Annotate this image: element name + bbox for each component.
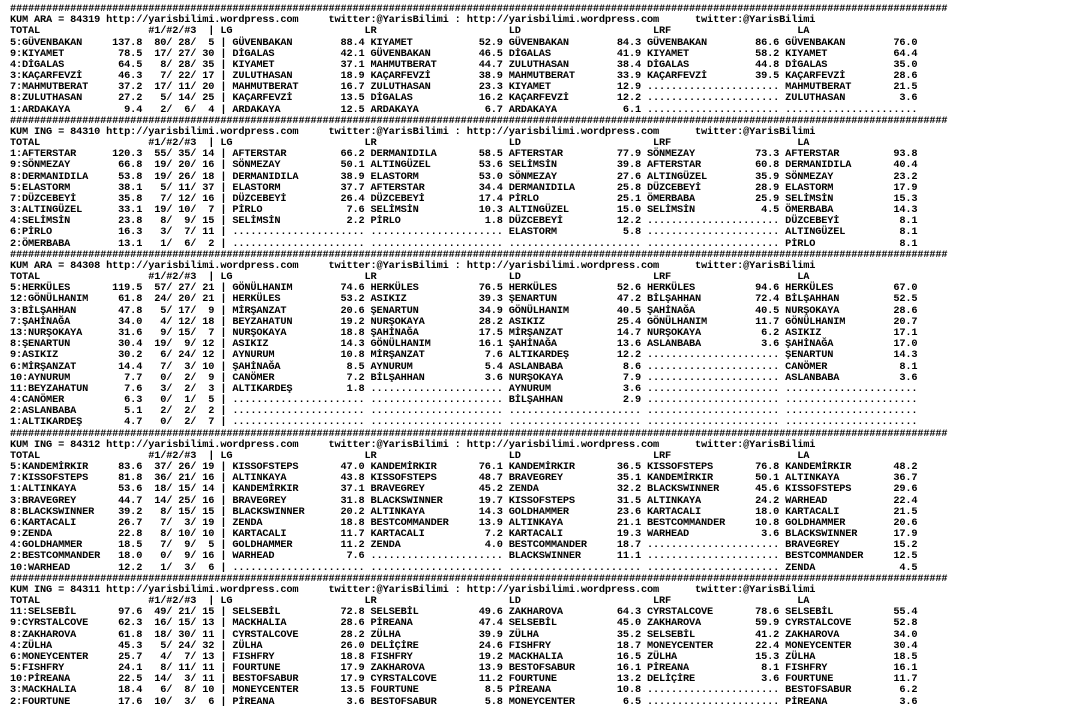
data-row: 7:ŞAHİNAĞA 34.0 4/ 12/ 18 | BEYZAHATUN 19.2 NURŞOKAYA 28.2 ASIKIZ 25.4 GÖNÜLHANIM 11.7 GÖNÜLHANIM 20.7 bbox=[10, 315, 918, 328]
data-row: 1:AFTERSTAR 120.3 55/ 35/ 14 | AFTERSTAR 66.2 DERMANIDILA 58.5 AFTERSTAR 77.9 SÖNMEZAY 73.3 AFTERSTAR 93.8 bbox=[10, 148, 918, 161]
data-row: 4:GOLDHAMMER 18.5 7/ 9/ 5 | GOLDHAMMER 11.2 ZENDA 4.0 BESTCOMMANDER 18.7 ...................... BRAVEGREY 15.2 bbox=[10, 539, 918, 552]
data-row: 12:GÖNÜLHANIM 61.8 24/ 20/ 21 | HERKÜLES 53.2 ASIKIZ 39.3 ŞENARTUN 47.2 BİLŞAHHAN 72.4 BİLŞAHHAN 52.5 bbox=[10, 293, 918, 306]
data-row: 8:ZAKHAROVA 61.8 18/ 30/ 11 | CYRSTALCOVE 28.2 ZÜLHA 39.9 ZÜLHA 35.2 SELSEBİL 41.2 ZAKHAROVA 34.0 bbox=[10, 628, 918, 641]
column-header: TOTAL #1/#2/#3 | LG LR LD LRF LA bbox=[10, 25, 810, 38]
data-row: 11:SELSEBİL 97.6 49/ 21/ 15 | SELSEBİL 72.8 SELSEBİL 49.6 ZAKHAROVA 64.3 CYRSTALCOVE 78.6 SELSEBİL 55.4 bbox=[10, 606, 918, 619]
data-row: 3:MACKHALIA 18.4 6/ 8/ 10 | MONEYCENTER 13.5 FOURTUNE 8.5 PİREANA 10.8 ...................... BESTOFSABUR 6.2 bbox=[10, 684, 918, 697]
data-row: 6:KARTACALI 26.7 7/ 3/ 19 | ZENDA 18.8 BESTCOMMANDER 13.9 ALTINKAYA 21.1 BESTCOMMANDER 10.8 GOLDHAMMER 20.6 bbox=[10, 516, 918, 529]
data-row: 5:GÜVENBAKAN 137.8 80/ 28/ 5 | GÜVENBAKAN 88.4 KIYAMET 52.9 GÜVENBAKAN 84.3 GÜVENBAKAN 86.6 GÜVENBAKAN 76.0 bbox=[10, 36, 918, 49]
data-row: 10:PİREANA 22.5 14/ 3/ 11 | BESTOFSABUR 17.9 CYRSTALCOVE 11.2 FOURTUNE 13.2 DELİÇİRE 3.6 FOURTUNE 11.7 bbox=[10, 673, 918, 686]
data-row: 3:ALTINGÜZEL 33.1 19/ 10/ 7 | PİRLO 7.6 SELİMSİN 10.3 ALTINGÜZEL 15.0 SELİMSİN 4.5 ÖMERBABA 14.3 bbox=[10, 204, 918, 217]
column-header: TOTAL #1/#2/#3 | LG LR LD LRF LA bbox=[10, 595, 810, 608]
data-row: 13:NURŞOKAYA 31.6 9/ 15/ 7 | NURŞOKAYA 18.8 ŞAHİNAĞA 17.5 MİRŞANZAT 14.7 NURŞOKAYA 6.2 ASIKIZ 17.1 bbox=[10, 326, 918, 339]
data-row: 9:KIYAMET 78.5 17/ 27/ 30 | DİGALAS 42.1 GÜVENBAKAN 46.5 DİGALAS 41.9 KIYAMET 58.2 KIYAMET 64.4 bbox=[10, 47, 918, 60]
data-row: 1:ARDAKAYA 9.4 2/ 6/ 4 | ARDAKAYA 12.5 ARDAKAYA 6.7 ARDAKAYA 6.1 ...................... ...................... bbox=[10, 103, 918, 116]
section-divider: ############################################################################################################################################################ bbox=[10, 3, 948, 15]
race-header: KUM ARA = 84308 http://yarisbilimi.wordpress.com twitter:@YarisBilimi : http://yarisbilimi.wordpress.com twitter:@YarisBilimi bbox=[10, 259, 816, 272]
data-row: 9:SÖNMEZAY 66.8 19/ 20/ 16 | SÖNMEZAY 50.1 ALTINGÜZEL 53.6 SELİMSİN 39.8 AFTERSTAR 60.8 DERMANIDILA 40.4 bbox=[10, 159, 918, 172]
data-row: 5:ELASTORM 38.1 5/ 11/ 37 | ELASTORM 37.7 AFTERSTAR 34.4 DERMANIDILA 25.8 DÜZCEBEYİ 28.9 ELASTORM 17.9 bbox=[10, 181, 918, 194]
section-divider: ############################################################################################################################################################ bbox=[10, 572, 948, 585]
race-header: KUM ING = 84312 http://yarisbilimi.wordpress.com twitter:@YarisBilimi : http://yarisbilimi.wordpress.com twitter:@YarisBilimi bbox=[10, 438, 816, 451]
data-row: 4:CANÖMER 6.3 0/ 1/ 5 | ...................... ...................... BİLŞAHHAN 2.9 ...................... ...................... bbox=[10, 394, 918, 407]
section-divider: ############################################################################################################################################################ bbox=[10, 248, 948, 261]
race-header: KUM ING = 84311 http://yarisbilimi.wordpress.com twitter:@YarisBilimi : http://yarisbilimi.wordpress.com twitter:@YarisBilimi bbox=[10, 583, 816, 596]
data-row: 3:KAÇARFEVZİ 46.3 7/ 22/ 17 | ZULUTHASAN 18.9 KAÇARFEVZİ 38.9 MAHMUTBERAT 33.9 KAÇARFEVZİ 39.5 KAÇARFEVZİ 28.6 bbox=[10, 70, 918, 83]
data-row: 8:DERMANIDILA 53.8 19/ 26/ 18 | DERMANIDILA 38.9 ELASTORM 53.0 SÖNMEZAY 27.6 ALTINGÜZEL 35.9 SÖNMEZAY 23.2 bbox=[10, 170, 918, 183]
data-row: 5:FISHFRY 24.1 8/ 11/ 11 | FOURTUNE 17.9 ZAKHAROVA 13.9 BESTOFSABUR 16.1 PİREANA 8.1 FISHFRY 16.1 bbox=[10, 662, 918, 675]
data-row: 5:HERKÜLES 119.5 57/ 27/ 21 | GÖNÜLHANIM 74.6 HERKÜLES 76.5 HERKÜLES 52.6 HERKÜLES 94.6 HERKÜLES 67.0 bbox=[10, 282, 918, 295]
data-row: 1:ALTIKARDEŞ 4.7 0/ 2/ 7 | ...................... ...................... ...................... ...................... ...................... bbox=[10, 416, 918, 429]
data-row: 6:PİRLO 16.3 3/ 7/ 11 | ...................... ...................... ELASTORM 5.8 ...................... ALTINGÜZEL 8.1 bbox=[10, 226, 918, 239]
data-row: 8:BLACKSWINNER 39.2 8/ 15/ 15 | BLACKSWINNER 20.2 ALTINKAYA 14.3 GOLDHAMMER 23.6 KARTACALI 18.0 KARTACALI 21.5 bbox=[10, 505, 918, 518]
data-row: 4:ZÜLHA 45.3 5/ 24/ 32 | ZÜLHA 26.0 DELİÇİRE 24.6 FISHFRY 18.7 MONEYCENTER 22.4 MONEYCENTER 30.4 bbox=[10, 639, 918, 652]
race-header: KUM ING = 84310 http://yarisbilimi.wordpress.com twitter:@YarisBilimi : http://yarisbilimi.wordpress.com twitter:@YarisBilimi bbox=[10, 125, 816, 138]
column-header: TOTAL #1/#2/#3 | LG LR LD LRF LA bbox=[10, 271, 810, 284]
race-header: KUM ARA = 84319 http://yarisbilimi.wordpress.com twitter:@YarisBilimi : http://yarisbilimi.wordpress.com twitter:@YarisBilimi bbox=[10, 14, 816, 27]
data-row: 4:SELİMSİN 23.8 8/ 9/ 15 | SELİMSİN 2.2 PİRLO 1.8 DÜZCEBEYİ 12.2 ...................... DÜZCEBEYİ 8.1 bbox=[10, 215, 918, 228]
data-row: 1:ALTINKAYA 53.6 18/ 15/ 14 | KANDEMİRKIR 37.1 BRAVEGREY 45.2 ZENDA 32.2 BLACKSWINNER 45.6 KISSOFSTEPS 29.6 bbox=[10, 483, 918, 496]
data-row: 7:DÜZCEBEYİ 35.8 7/ 12/ 16 | DÜZCEBEYİ 26.4 DÜZCEBEYİ 17.4 PİRLO 25.1 ÖMERBABA 25.9 SELİMSİN 15.3 bbox=[10, 192, 918, 205]
data-row: 5:KANDEMİRKIR 83.6 37/ 26/ 19 | KISSOFSTEPS 47.0 KANDEMİRKIR 76.1 KANDEMİRKIR 36.5 KISSOFSTEPS 76.8 KANDEMİRKIR 48.2 bbox=[10, 461, 918, 474]
data-row: 2:BESTCOMMANDER 18.0 0/ 9/ 16 | WARHEAD 7.6 ...................... BLACKSWINNER 11.1 ...................... BESTCOMMANDER 12.5 bbox=[10, 550, 918, 563]
data-row: 9:CYRSTALCOVE 62.3 16/ 15/ 13 | MACKHALIA 28.6 PİREANA 47.4 SELSEBİL 45.0 ZAKHAROVA 59.9 CYRSTALCOVE 52.8 bbox=[10, 617, 918, 630]
data-row: 4:DİGALAS 64.5 8/ 28/ 35 | KIYAMET 37.1 MAHMUTBERAT 44.7 ZULUTHASAN 38.4 DİGALAS 44.8 DİGALAS 35.0 bbox=[10, 58, 918, 71]
data-row: 7:KISSOFSTEPS 81.8 36/ 21/ 16 | ALTINKAYA 43.8 KISSOFSTEPS 48.7 BRAVEGREY 35.1 KANDEMİRKIR 50.1 ALTINKAYA 36.7 bbox=[10, 472, 918, 485]
data-row: 7:MAHMUTBERAT 37.2 17/ 11/ 20 | MAHMUTBERAT 16.7 ZULUTHASAN 23.3 KIYAMET 12.9 ...................... MAHMUTBERAT 21.5 bbox=[10, 81, 918, 94]
column-header: TOTAL #1/#2/#3 | LG LR LD LRF LA bbox=[10, 449, 810, 462]
data-row: 11:BEYZAHATUN 7.6 3/ 2/ 3 | ALTIKARDEŞ 1.8 ...................... AYNURUM 3.6 ...................... ...................... bbox=[10, 382, 918, 395]
column-header: TOTAL #1/#2/#3 | LG LR LD LRF LA bbox=[10, 137, 810, 150]
data-row: 3:BİLŞAHHAN 47.8 5/ 17/ 9 | MİRŞANZAT 20.6 ŞENARTUN 34.9 GÖNÜLHANIM 40.5 ŞAHİNAĞA 40.5 NURŞOKAYA 28.6 bbox=[10, 304, 918, 317]
data-row: 10:WARHEAD 12.2 1/ 3/ 6 | ...................... ...................... ...................... ...................... ZENDA 4.5 bbox=[10, 561, 918, 574]
data-row: 8:ŞENARTUN 30.4 19/ 9/ 12 | ASIKIZ 14.3 GÖNÜLHANIM 16.1 ŞAHİNAĞA 13.6 ASLANBABA 3.6 ŞAHİNAĞA 17.0 bbox=[10, 338, 918, 351]
data-row: 6:MONEYCENTER 25.7 4/ 7/ 13 | FISHFRY 18.8 FISHFRY 19.2 MACKHALIA 16.5 ZÜLHA 15.3 ZÜLHA 18.5 bbox=[10, 650, 918, 663]
data-row: 2:ASLANBABA 5.1 2/ 2/ 2 | ...................... ...................... ...................... ...................... ...................... bbox=[10, 405, 918, 418]
data-row: 2:FOURTUNE 17.6 10/ 3/ 6 | PİREANA 3.6 BESTOFSABUR 5.8 MONEYCENTER 6.5 ...................... PİREANA 3.6 bbox=[10, 695, 918, 708]
section-divider: ############################################################################################################################################################ bbox=[10, 427, 948, 440]
data-row: 9:ASIKIZ 30.2 6/ 24/ 12 | AYNURUM 10.8 MİRŞANZAT 7.6 ALTIKARDEŞ 12.2 ...................... ŞENARTUN 14.3 bbox=[10, 349, 918, 362]
section-divider: ############################################################################################################################################################ bbox=[10, 114, 948, 127]
data-row: 2:ÖMERBABA 13.1 1/ 6/ 2 | ...................... ...................... ...................... ...................... PİRLO 8.1 bbox=[10, 237, 918, 250]
data-row: 10:AYNURUM 7.7 0/ 2/ 9 | CANÖMER 7.2 BİLŞAHHAN 3.6 NURŞOKAYA 7.9 ...................... ASLANBABA 3.6 bbox=[10, 371, 918, 384]
data-row: 6:MİRŞANZAT 14.4 7/ 3/ 10 | ŞAHİNAĞA 8.5 AYNURUM 5.4 ASLANBABA 8.6 ...................... CANÖMER 8.1 bbox=[10, 360, 918, 373]
data-row: 9:ZENDA 22.8 8/ 10/ 10 | KARTACALI 11.7 KARTACALI 7.2 KARTACALI 19.3 WARHEAD 3.6 BLACKSWINNER 17.9 bbox=[10, 528, 918, 541]
data-row: 8:ZULUTHASAN 27.2 5/ 14/ 25 | KAÇARFEVZİ 13.5 DİGALAS 16.2 KAÇARFEVZİ 12.2 ...................... ZULUTHASAN 3.6 bbox=[10, 92, 918, 105]
data-row: 3:BRAVEGREY 44.7 14/ 25/ 16 | BRAVEGREY 31.8 BLACKSWINNER 19.7 KISSOFSTEPS 31.5 ALTINKAYA 24.2 WARHEAD 22.4 bbox=[10, 494, 918, 507]
